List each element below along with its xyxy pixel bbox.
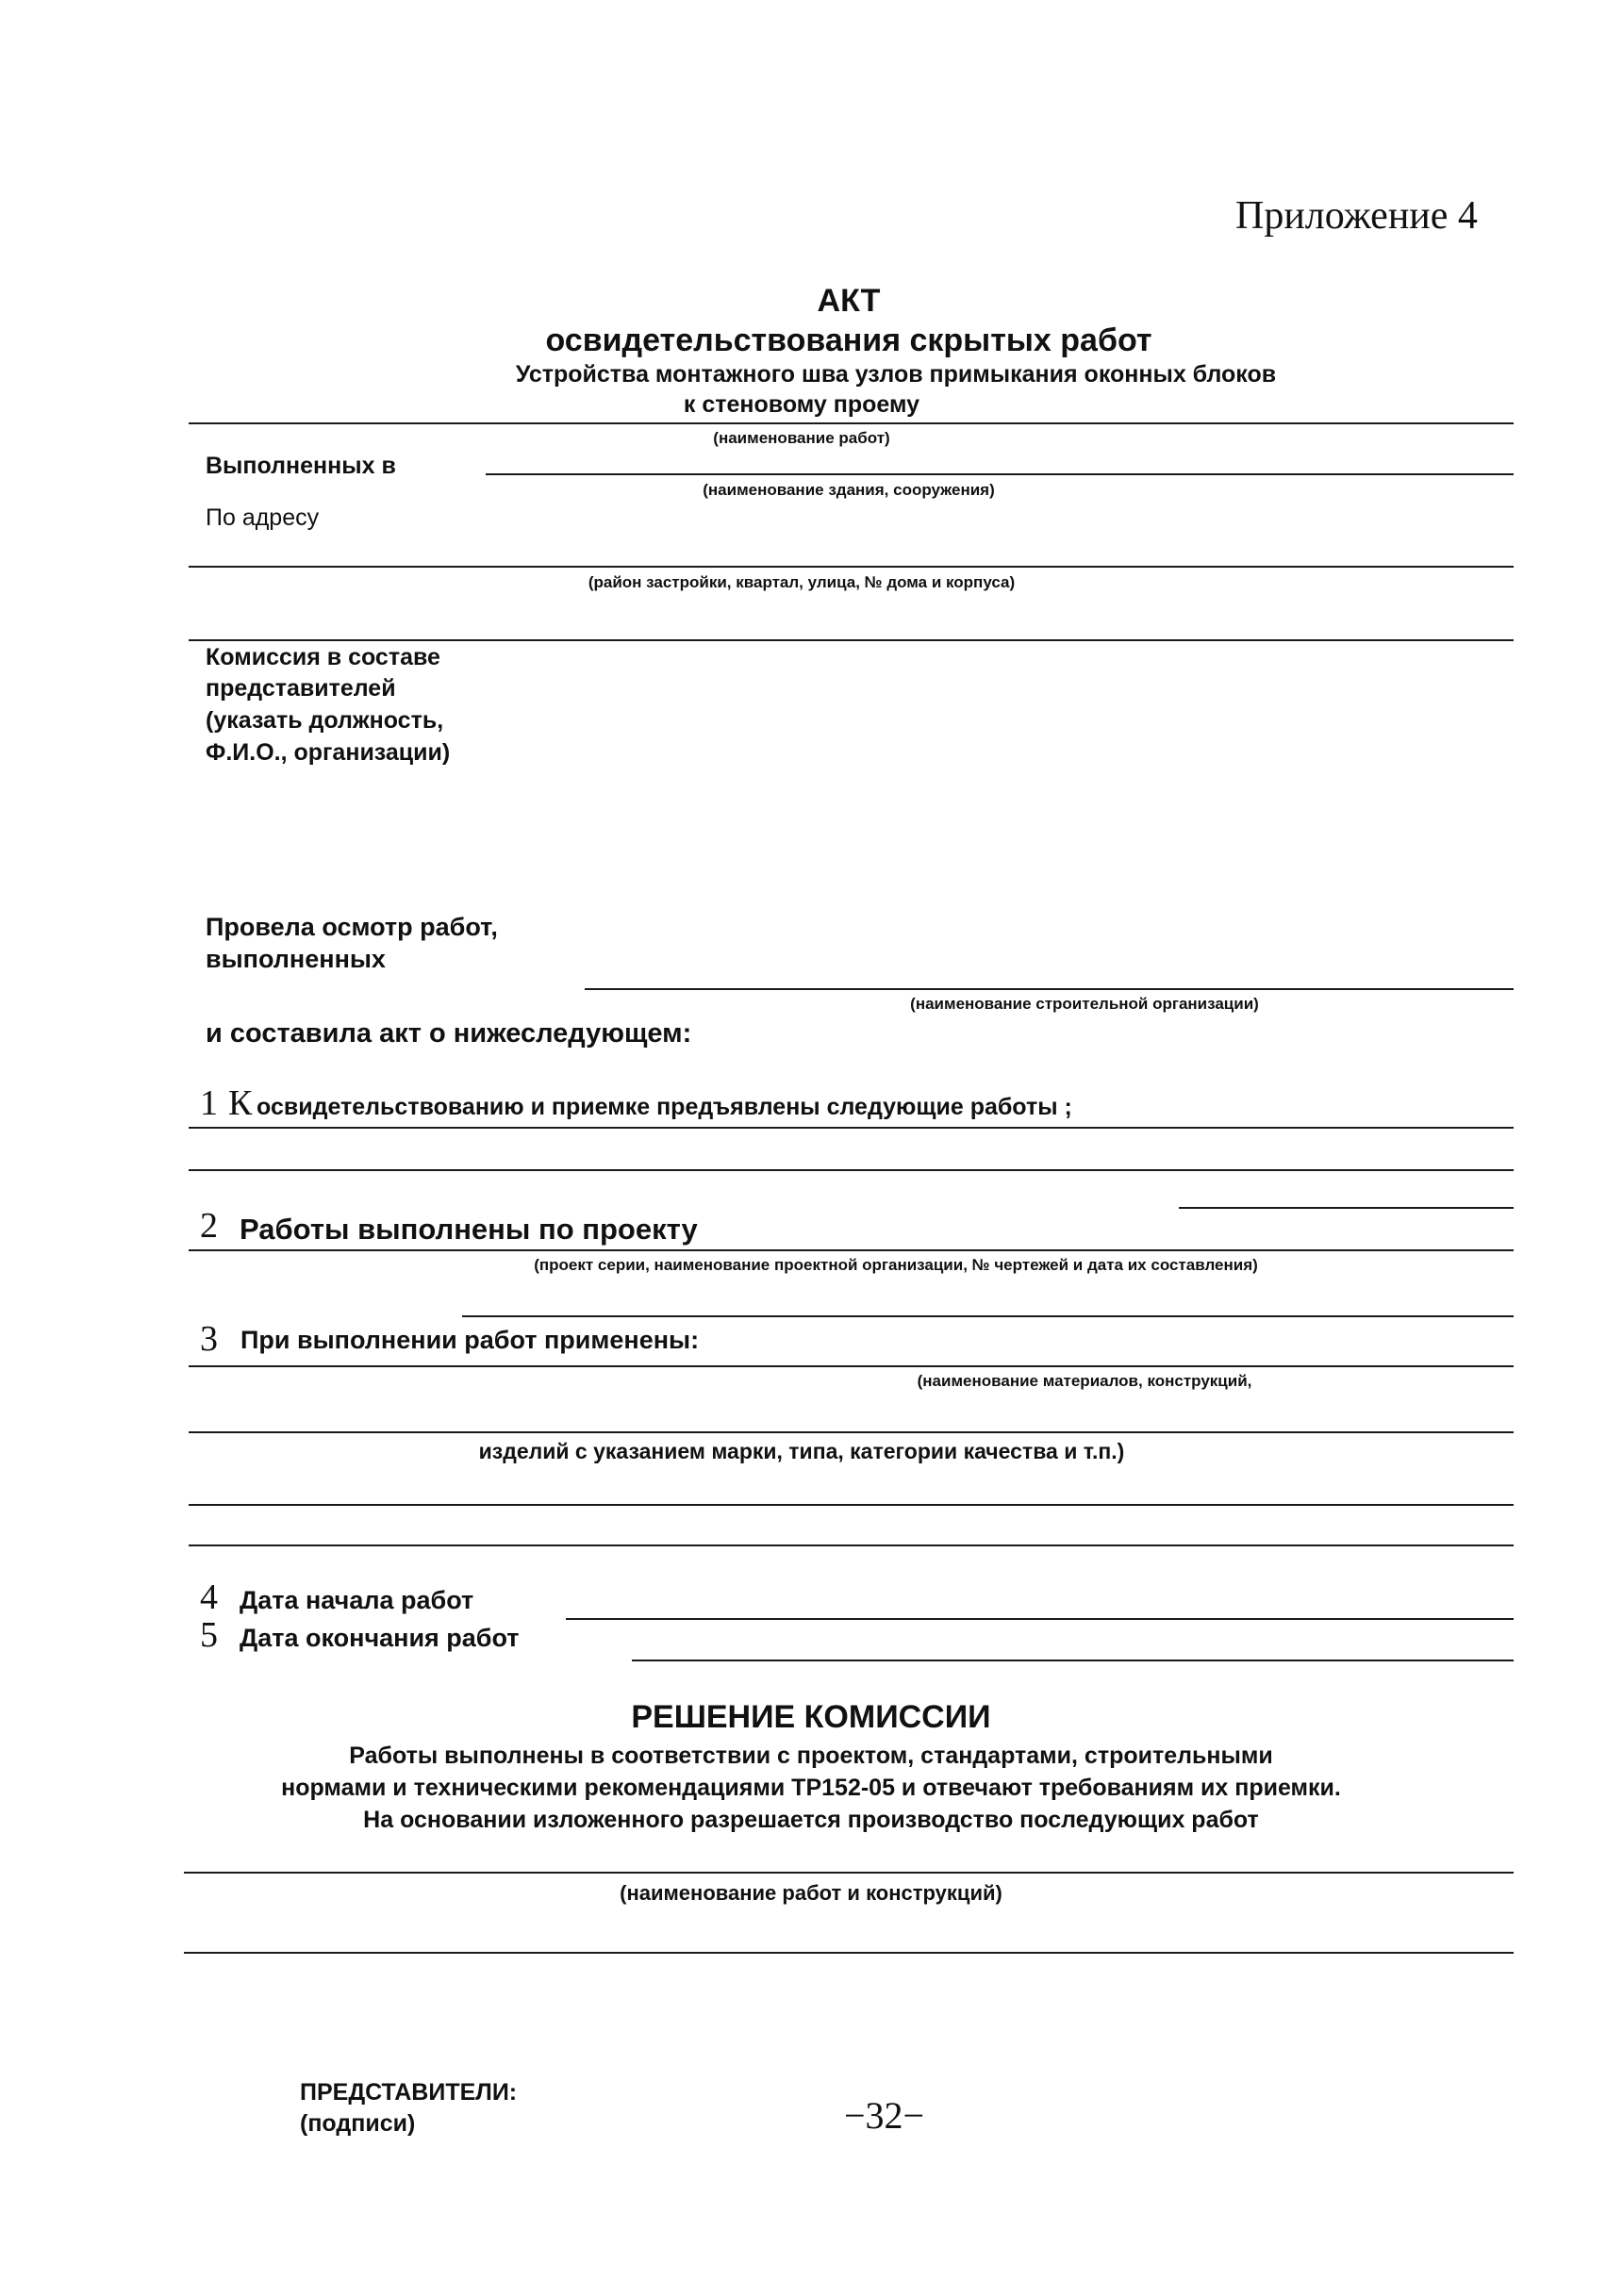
item-1-line-3[interactable] [1179, 1207, 1514, 1209]
item-1-line-2[interactable] [189, 1169, 1514, 1171]
decision-text-1: Работы выполнены в соответствии с проектом, стандартами, строительными [349, 1743, 1273, 1769]
caption-address: (район застройки, квартал, улица, № дома и корпуса) [588, 573, 1016, 591]
work-name-line2: к стеновому проему [683, 391, 920, 418]
caption-project: (проект серии, наименование проектной организации, № чертежей и дата их составления) [534, 1256, 1258, 1274]
end-date-field[interactable] [632, 1660, 1514, 1661]
work-name-line1: Устройства монтажного шва узлов примыкания оконных блоков [515, 361, 1277, 388]
commission-line-1: Комиссия в составе [206, 644, 440, 670]
work-name-underline [189, 422, 1514, 424]
item-4-text: Дата начала работ [240, 1586, 474, 1614]
item-2-text: Работы выполнены по проекту [240, 1213, 698, 1246]
appendix-label: Приложение 4 [1235, 194, 1478, 238]
page-number: −32− [844, 2094, 925, 2137]
commission-line-4: Ф.И.О., организации) [206, 739, 451, 766]
compiled-act-label: и составила акт о нижеследующем: [206, 1018, 692, 1049]
commission-line-2: представителей [206, 675, 396, 702]
next-works-field[interactable] [184, 1872, 1514, 1874]
commission-line-3: (указать должность, [206, 707, 444, 734]
signatures-label: (подписи) [300, 2110, 416, 2137]
next-works-line-2[interactable] [184, 1952, 1514, 1954]
materials-line-4[interactable] [189, 1544, 1514, 1546]
organization-field[interactable] [585, 988, 1514, 990]
materials-field[interactable] [189, 1365, 1514, 1367]
start-date-field[interactable] [566, 1618, 1514, 1620]
item-1-line-1[interactable] [189, 1127, 1514, 1129]
caption-materials-1: (наименование материалов, конструкций, [917, 1372, 1252, 1390]
materials-line-2[interactable] [189, 1431, 1514, 1433]
item-5-text: Дата окончания работ [240, 1624, 520, 1652]
act-subtitle: освидетельствования скрытых работ [545, 322, 1152, 358]
label-performed-in: Выполненных в [206, 453, 396, 479]
item-5-number: 5 [200, 1615, 218, 1655]
commission-top-line [189, 639, 1514, 641]
item-2-number: 2 [200, 1206, 218, 1246]
representatives-label: ПРЕДСТАВИТЕЛИ: [300, 2079, 518, 2106]
materials-line-3[interactable] [189, 1504, 1514, 1506]
materials-line-top[interactable] [462, 1315, 1514, 1317]
act-title: АКТ [817, 283, 881, 319]
decision-text-3: На основании изложенного разрешается производство последующих работ [363, 1807, 1259, 1833]
caption-next-works: (наименование работ и конструкций) [620, 1881, 1002, 1905]
decision-text-2: нормами и техническими рекомендациями ТР152-05 и отвечают требованиям их приемки. [281, 1775, 1341, 1801]
caption-organization: (наименование строительной организации) [910, 995, 1259, 1013]
decision-title: РЕШЕНИЕ КОМИССИИ [631, 1699, 991, 1735]
item-4-number: 4 [200, 1577, 218, 1617]
inspection-line-1: Провела осмотр работ, [206, 913, 498, 941]
caption-work-name: (наименование работ) [713, 429, 890, 447]
caption-materials-2: изделий с указанием марки, типа, категории качества и т.п.) [478, 1439, 1125, 1463]
caption-building: (наименование здания, сооружения) [703, 481, 995, 499]
inspection-line-2: выполненных [206, 945, 386, 973]
project-field[interactable] [189, 1249, 1514, 1251]
item-3-text: При выполнении работ применены: [240, 1326, 700, 1354]
item-3-number: 3 [200, 1319, 218, 1359]
building-field[interactable] [486, 473, 1514, 475]
label-address: По адресу [206, 504, 320, 531]
item-1-number: 1 [200, 1083, 218, 1123]
item-1-letter: К [228, 1083, 253, 1123]
item-1-text: освидетельствованию и приемке предъявлены следующие работы ; [257, 1094, 1072, 1120]
address-field[interactable] [189, 566, 1514, 568]
